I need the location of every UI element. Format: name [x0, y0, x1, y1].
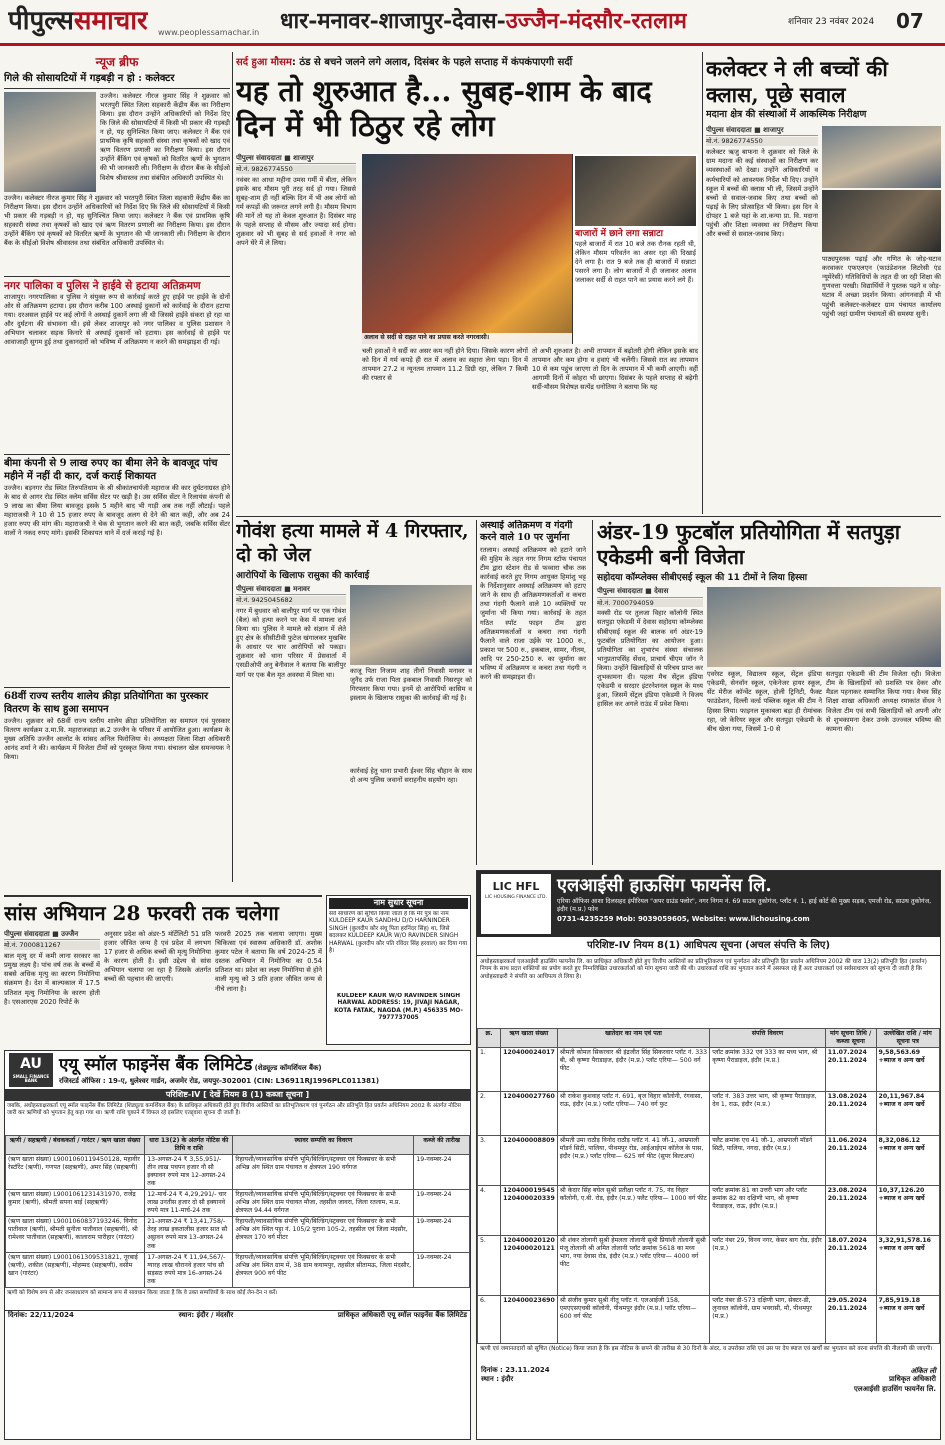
- lic-office: एरिया ऑफिस आशा दिलसहद इंपीरियल "अपर ग्राउंड फ्लोर", नगर निगम नं. 69 साउथ तुकोगंज, प्लॉट नं. 1, हाई कोर्ट की मुख्य सड़क, एमजी रोड, साउथ तुकोगंज, इंदौर (म.प्र.) फोन: [557, 898, 932, 914]
- lic-cell: प्लॉट क्रमांक 332 एवं 333 का मध्य भाग, श्री कृष्णा पैराडाइज, इंदौर (म.प्र.): [710, 1047, 826, 1091]
- au-cell: (ऋण खाता संख्या) L9001060837193246, विनोद पातीवाल (ऋणी), श्रीमती सुनीता पातीवाल (सहऋणी), श्री रामेश्वर पातीवाल (सहऋणी), कालाराम पारीहार (गारंटर): [6, 1217, 145, 1252]
- au-place: स्थान: इंदौर / मंदसौर: [178, 1310, 234, 1319]
- lic-cell: प्लॉट नंबर डी-573 दक्षिणी भाग, सेक्टर-डी, लुनावत कॉलोनी, ग्राम भवरासी, मौ, पीथमपुर (म.प्र.): [710, 1295, 826, 1343]
- cold-mobile: मो.नं. 9826774550: [236, 165, 356, 174]
- lic-date-possession: 20.11.2024: [827, 1194, 867, 1202]
- brief-headline-3: बीमा कंपनी से 9 लाख रुपए का बीमा लेने के बावजूद पांच महीने में नहीं दी कार, दर्ज कराई शिकायत: [4, 454, 230, 484]
- lic-cell: [876, 1135, 939, 1185]
- collector-col-2: पाठ्यपुस्तक पढ़ाई और गणित के जोड़-घटाव करवाकर एफएलएन (फाउंडेशनल लिटरेसी एंड न्यूमेरेसी) गतिविधियों के तहत दी जा रही शिक्षा की गुणवत्ता परखी। विद्यार्थियों ने पुस्तक पढ़ने व जोड़-घटाव में अच्छा प्रदर्शन किया। आंगनवाड़ी में भी पहुंची कलेक्टर-कलेक्टर ग्राम पंचायत कार्यालय पहुंची जहां ग्रामीण पंचायतों की समस्या सुनी।: [822, 255, 941, 318]
- collector-subhead: मदाना क्षेत्र की संस्थाओं में आकस्मिक निरीक्षण: [706, 109, 867, 121]
- lic-amount-note: +ब्याज व अन्य खर्चे: [878, 1244, 925, 1252]
- lic-amount: 8,32,086.12: [878, 1136, 921, 1144]
- lic-logo-sub: LIC HOUSING FINANCE LTD.: [485, 894, 547, 900]
- lic-date-demand: 11.06.2024: [827, 1136, 867, 1144]
- lic-amount-note: +ब्याज व अन्य खर्चे: [878, 1056, 925, 1064]
- cow-headline: गोवंश हत्या मामले में 4 गिरफ्तार, दो को जेल: [236, 520, 469, 566]
- collector-place: शाजापुर: [763, 126, 784, 135]
- brief-tag: न्यूज ब्रीफ: [95, 55, 139, 69]
- bonfire-caption: अलाव से सर्दी से राहत पाने का प्रयास करते नगरवासी।: [362, 333, 572, 344]
- lic-date-possession: 20.11.2024: [827, 1144, 867, 1152]
- saans-mobile: मो.नं. 7000811267: [4, 941, 100, 950]
- table-row: [478, 1135, 940, 1185]
- lic-cell: [825, 1047, 876, 1091]
- market-caption: पहले बाजारों में रात 10 बजे तक रौनक रहती थी, लेकिन मौसम परिवर्तन का असर रहा की दिखाई देने लगा है। रात 9 बजे तक ही बाजारों में सन्नाटा पसरने लगा है। लोग बाजारों में ही जलाकर अलाव जलाकर सर्दी से राहत पाने का प्रयास करने लगे हैं।: [575, 239, 696, 285]
- lic-cell: [825, 1091, 876, 1135]
- saans-col-3: फरवरी 2025 तक चलाया जाएगा। मुख्य चिकित्सा एवं स्वास्थ्य अधिकारी डॉ. अशोक कुमार पटेल ने बताया कि वर्ष 2024-25 में दस्तक अभियान में निमोनिया का 0.54 प्रतिशत था। प्रदेश का लक्ष्य निमोनिया से होने वाली मृत्यु को 3 प्रति हजार जीवित जन्म से नीचे लाना है।: [215, 930, 322, 993]
- au-cell: (ऋण खाता संख्या) L9001061231431970, राजेंद्र कुमार (ऋणी), श्रीमती सपना बाई (सहऋणी): [6, 1190, 145, 1217]
- au-intro: जबकि, अधोहस्ताक्षरकर्ता एयू स्मॉल फाइनेंस बैंक लिमिटेड (शिड्यूल्ड कमर्शियल बैंक) के प्राधिकृत अधिकारी होते हुए वित्तीय आस्तियों का प्रतिभूतिकरण एवं पुनर्गठन और प्रतिभूति हित प्रवर्तन अधिनियम 2002 के अंतर्गत नोटिस जारी कर ऋणियों को भुगतान हेतु कहा गया था। ऋणी राशि चुकाने में विफल रहे इसलिए एतद्द्वारा सूचना दी जाती है।: [7, 1102, 461, 1117]
- name-change-address: KULDEEP KAUR W/O RAVINDER SINGH HARWAL ADDRESS: 19, JIVAJI NAGAR, KOTA FATAK, NAGDA (M.P.) 456335 MO- 7977737005: [334, 992, 463, 1022]
- edition-cities-a: धार-मनावर-शाजापुर-देवास-: [280, 8, 506, 34]
- lic-intro: अधोहस्ताक्षरकर्ता एलआईसी हाउसिंग फायनेंस लि. का प्राधिकृत अधिकारी होते हुए वित्तीय आस्तियों का प्रतिभूतिकरण एवं पुनर्गठन और प्रतिभूति हित प्रवर्तन अधिनियम 2002 की धारा 13(2) प्रतिभूति हित (प्रवर्तन) नियम के साथ प्रदत्त शक्तियों का प्रयोग करते हुए निम्नलिखित उधारकर्ताओं को मांग सूचना जारी की थी। उधारकर्ता राशि का भुगतान करने में असफल रहे हैं अतः उधारकर्ता एवं सर्वसाधारण को सूचना दी जाती है कि अधोहस्ताक्षरी ने संपत्ति का आधिपत्य ले लिया है।: [480, 958, 927, 980]
- cold-place: शाजापुर: [293, 153, 314, 162]
- lic-date-demand: 23.08.2024: [827, 1186, 867, 1194]
- cold-kicker: सर्द हुआ मौसम: [236, 57, 292, 68]
- lic-date-demand: 18.07.2024: [827, 1236, 867, 1244]
- lic-table: [477, 1028, 940, 1344]
- lic-cell: 120400020120 120400020121: [501, 1235, 558, 1295]
- lic-cell: [825, 1295, 876, 1343]
- lic-cell: 5.: [478, 1235, 501, 1295]
- lic-signed-sign: अंकित ली: [910, 1365, 936, 1375]
- lic-cell: श्री राकेश कुशवाह प्लॉट नं. 691, बृज विहार कॉलोनी, रंगवासा, राऊ, इंदौर (म.प्र.) प्लॉट एरिया— 740 वर्ग फुट: [557, 1091, 709, 1135]
- table-row: [478, 1185, 940, 1235]
- cow-subhead: आरोपियों के खिलाफ रासुका की कार्रवाई: [236, 570, 370, 581]
- table-row: [6, 1154, 470, 1189]
- lic-cell: 4.: [478, 1185, 501, 1235]
- au-bank-possession-notice: [4, 1050, 471, 1440]
- brief-story-1b: उज्जैन। कलेक्टर नीरज कुमार सिंह ने शुक्रवार को भरतपुरी स्थित जिला सहकारी केंद्रीय बैंक का निरीक्षण किया। इस दौरान उन्होंने अधिकारियों को निर्देश दिए कि जिले की सोसायटियों में किसी भी प्रकार की गड़बड़ी न हो, यह सुनिश्चित किया जाए। कलेक्टर ने बैंक एवं प्राथमिक कृषि सहकारी संस्था तथा कृषकों को खाद एवं ऋण वितरण प्रणाली का निरीक्षण किया। इस दौरान उन्होंने बैंकिंग एवं कृषकों को वितरित ऋणों के भुगतान की भी जानकारी ली। निरीक्षण के दौरान बैंक के सीईओ विशेष श्रीवास्तव तथा संबंधित अधिकारी उपस्थित थे।: [4, 193, 230, 248]
- saans-col-2: अनुसार प्रदेश को अंडर-5 मॉर्टेलिटी 51 प्रति हजार जीवित जन्म है एवं प्रदेश में लगभग 17 हजार से अधिक बच्चों की मृत्यु निमोनिया के कारण होती है। इसी उद्देश्य से सांस अभियान चलाया जा रहा है जिसके अंतर्गत बच्चों की पहचान की जाएगी।: [104, 930, 211, 984]
- lic-cell: [876, 1047, 939, 1091]
- saans-headline: सांस अभियान 28 फरवरी तक चलेगा: [4, 901, 279, 925]
- au-cell: (ऋण खाता संख्या) L9001060119450128, महावीर रेस्टॉरेंट (ऋणी), गणपत (सहऋणी), अमर सिंह (सहऋणी): [6, 1154, 145, 1189]
- cow-place: मनावर: [293, 584, 310, 593]
- u19-col-3: सतपुड़ा एकेडमी की टीम विजेता रही। विजेता टीम के खिलाड़ियों को प्रशस्ति पत्र देकर और मैडल पहनाकर सम्मानित किया गया। वैभव सिंह शिक्षा शाखा अधिकारी अध्यक्ष रमाकांत सेंधव ने विजेता टीम एवं सभी खिलाड़ियों को अपनी ओर से शुभकामना देकर उनके उज्ज्वल भविष्य की कामना की।: [826, 670, 941, 733]
- saans-place: उज्जैन: [61, 930, 79, 938]
- au-cell: 12-मार्च-24 ₹ 4,29,291/- चार लाख उनतीस हजार दो सौ इक्यानवे रुपये मात्र 11-मार्च-24 तक: [145, 1190, 233, 1217]
- cold-headline: यह तो शुरुआत है... सुबह-शाम के बाद दिन में भी ठिठुर रहे लोग: [236, 73, 652, 143]
- lic-amount-note: +ब्याज व अन्य खर्चे: [878, 1194, 925, 1202]
- u19-mobile: मो.नं. 7000794059: [597, 599, 703, 608]
- au-cell: रिहायशी/व्यावसायिक संपत्ति भूमि/बिल्डिंग/स्ट्रक्चर एवं फिक्सचर के सभी अभिन्न अंग स्थित ग्राम पंचायत व क्षेत्रफल 190 वर्गगज: [233, 1154, 414, 1189]
- lic-col-amount: उल्लेखित राशि / मांग सूचना पत्र: [876, 1028, 939, 1047]
- u19-football-story: अंडर-19 फुटबॉल प्रतियोगिता में सतपुड़ा एकेडमी बनी विजेता सहोदया कॉम्प्लेक्स सीबीएसई स्कूल की 11 टीमों ने लिया हिस्सा पीपुल्स संवाददाता ■ देवास मो.नं. 7000794059 मक्सी रोड पर तुलजा विहार कॉलोनी स्थित सतपुड़ा एकेडमी में देवास सहोदया कॉम्प्लेक्स सीबीएसई स्कूल की बालक वर्ग अंडर-19 फुटबॉल प्रतियोगिता का आयोजन हुआ। प्रतियोगिता का शुभारंभ संस्था संचालक भानुप्रतापसिंह सेंधव, प्राचार्य चीएम जॉन ने किया। उन्होंने खिलाड़ियों से परिचय प्राप्त कर शुभकामना दी। पहला मैच सेंट्रल इंडिया एकेडमी व सरदार इंटरनेशनल स्कूल के मध्य हुआ, जिसमें सेंट्रल इंडिया एकेडमी ने विजय हासिल कर अगले राउंड में प्रवेश किया। एवरेस्ट स्कूल, विद्यालय स्कूल, सेंट्रल इंडिया एकेडमी, सेनवॉन स्कूल, एकेनेजर हायर स्कूल, सेंट मेरीज कॉन्वेंट स्कूल, होली ट्रिनिटी, फैक्ट फाउंडेशन, दिल्ली वर्ल्ड पब्लिक स्कूल की टीम ने हिस्सा लिया। फाइनल मुकाबला बड़ा ही रोमांचक रहा, जो केरियर स्कूल और सतपुड़ा एकेडमी के बीच खेला गया, जिसमें 1-0 से सतपुड़ा एकेडमी की टीम विजेता रही। विजेता टीम के खिलाड़ियों को प्रशस्ति पत्र देकर और मैडल पहनाकर सम्मानित किया गया। वैभव सिंह शिक्षा शाखा अधिकारी अध्यक्ष रमाकांत सेंधव ने विजेता टीम एवं सभी खिलाड़ियों को अपनी ओर से शुभकामना देकर उनके उज्ज्वल भविष्य की कामना की।: [592, 520, 941, 865]
- encroach-body: रतलाम। अस्थाई अतिक्रमण को हटाने जाने की मुहिम के तहत नगर निगम स्टॉफ पंचायत टीम द्वारा स्टेशन रोड से फव्वारा चौक तक कार्रवाई करते हुए निगम आयुक्त हिमांशु भट्ट के निर्देशानुसार अस्थाई अतिक्रमण को हटाए जाने के साथ ही अतिक्रमणकर्ताओं व कचरा तथा गंदगी फैलाने वाले 10 व्यक्तियों पर जुर्माना भी किया गया। कार्रवाई के तहत गठित स्पॉट फाइन टीम द्वारा अतिक्रमणकर्ताओं व कचरा तथा गंदगी फैलाने वाले राजा उईके पर 1000 रु., प्रकाश पर 500 रु., इकबाल, सामर, नीतम, आदि पर 250-250 रु. का जुर्माना कर भविष्य में अतिक्रमण व कचरा तथा गंदगी न करने की समझाइश दी।: [480, 545, 586, 682]
- saans-byline: पीपुल्स संवाददाता: [4, 930, 50, 938]
- lic-cell: 120400008809: [501, 1135, 558, 1185]
- lic-cell: 3.: [478, 1135, 501, 1185]
- column-divider: [232, 52, 233, 882]
- lic-amount-note: +ब्याज व अन्य खर्चे: [878, 1304, 925, 1312]
- au-col-notice: धारा 13(2) के अंतर्गत नोटिस की तिथि व राशि: [145, 1135, 233, 1154]
- cold-weather-story: सर्द हुआ मौसम: ठंड से बचने जलने लगे अलाव, दिसंबर के पहले सप्ताह में कंपकंपाएगी सर्दी यह तो शुरुआत है... सुबह-शाम के बाद दिन में भी ठिठुर रहे लोग पीपुल्स संवाददाता ■ शाजापुर मो.नं. 9826774550 नवंबर का आधा महीना उमस गर्मी में बीता, लेकिन इसके बाद मौसम पूरी तरह सर्द हो गया। जिससे सुबह-शाम ही नहीं बल्कि दिन में भी अब लोगों को गर्म कपड़ों की जरूरत लगने लगी है। मौसम विभाग की मानें तो यह तो केवल शुरुआत है। दिसंबर माह के पहले सप्ताह से मौसम और ज्यादा सर्द होगा। शुक्रवार को भी सुबह से सर्द हवाओं ने नगर को अपने घेरे में ले लिया। अलाव से सर्दी से राहत पाने का प्रयास करते नगरवासी। बाजारों में छाने लगा सन्नाटा पहले बाजारों में रात 10 बजे तक रौनक रहती थी, लेकिन मौसम परिवर्तन का असर रहा की दिखाई देने लगा है। रात 9 बजे तक ही बाजारों में सन्नाटा पसरने लगा है। लोग बाजारों में ही जलाकर अलाव जलाकर सर्दी से राहत पाने का प्रयास करने लगे हैं। चली हवाओं ने सर्दी का असर कम नहीं होने दिया। जिसके कारण लोगों को दिन में गर्म कपड़े ही रात में अलाव का सहारा लेना पड़ा। दिन में तापमान 27.2 व न्यूनतम तापमान 11.2 डिग्री रहा, लेकिन 7 किमी की रफ्तार से तो अभी शुरुआत है। अभी तापमान में बढ़ोतरी होगी लेकिन इसके बाद तापमान और कम होगा व हवाएं भी चलेंगी। जिससे रात का तापमान 10 से कम पहुंच जाएगा तो दिन के तापमान में भी कमी आएगी। वहीं आगामी दिनों में कोहरा भी छाएगा। दिसंबर के पहले सप्ताह से बढ़ेगी सर्दी-मौसम विशेषज्ञ सत्येंद्र धनोतिया ने बताया कि यह: [236, 56, 698, 516]
- lic-col-property: संपत्ति विवरण: [710, 1028, 826, 1047]
- lic-cell: 120400023690: [501, 1295, 558, 1343]
- au-cell: 21-अगस्त-24 ₹ 13,41,758/- तेरह लाख इकतालीस हजार सात सौ अट्ठावन रुपये मात्र 13-अगस्त-24 तक: [145, 1217, 233, 1252]
- au-subtitle: (शेड्यूल्ड कॉमर्शियल बैंक): [254, 1063, 322, 1072]
- collector-byline: पीपुल्स संवाददाता: [706, 126, 752, 135]
- lic-date: दिनांक : 23.11.2024: [481, 1365, 550, 1374]
- brief-story-2: शाजापुर। नगरपालिका व पुलिस ने संयुक्त रूप से कार्रवाई करते हुए हाईवे पर हाईवे के दोनों ओर से अतिक्रमण हटाया। इस दौरान करीब 100 अस्थाई दुकानों को कार्रवाई के दौरान हटाया गया। दरअसल हाईवे पर कई लोगों ने अस्थाई दुकानें लगा ली थी जिससे हाईवे संकरा हो रहा था और दुर्घटना की संभावना थी। इसे लेकर शाजापुर को नगर पालिका व पुलिस प्रशासन ने अभियान चलाकर सड़क किनारे से अस्थाई दुकानों को हटाया। इस कार्रवाई से हाईवे पर आवाजाही सुगम हुई तथा दुकानदारों को भविष्य में अतिक्रमण न करने की समझाइश दी गई।: [4, 292, 230, 347]
- market-caption-head: बाजारों में छाने लगा सन्नाटा: [575, 228, 663, 239]
- lic-date-possession: 20.11.2024: [827, 1244, 867, 1252]
- au-col-borrower: ऋणी / सहऋणी / बंधककर्ता / गारंटर / ऋण खाता संख्या: [6, 1135, 145, 1154]
- au-cell: 19-नवम्बर-24: [414, 1252, 470, 1287]
- u19-place: देवास: [654, 587, 669, 596]
- table-row: [6, 1217, 470, 1252]
- newspaper-logo: [8, 4, 148, 39]
- u19-subhead: सहोदया कॉम्प्लेक्स सीबीएसई स्कूल की 11 टीमों ने लिया हिस्सा: [597, 573, 808, 583]
- name-change-title: नाम सुधार सूचना: [329, 898, 468, 909]
- au-cell: रिहायशी/व्यावसायिक संपत्ति भूमि/बिल्डिंग/स्ट्रक्चर एवं फिक्सचर के सभी अभिन्न अंग स्थित ग्राम में, 38 ग्राम कयामपुर, तहसील सीतामऊ, जिला मंदसौर, क्षेत्रफल 900 वर्ग फीट: [233, 1252, 414, 1287]
- lic-amount: 20,11,967.84: [878, 1092, 925, 1100]
- brief-story-4: उज्जैन। शुक्रवार को 68वीं राज्य स्तरीय शालेय क्रीड़ा प्रतियोगिता का समापन एवं पुरस्कार वितरण कार्यक्रम उ.मा.वि. महाराजवाड़ा क्र.2 उज्जैन के परिसर में आयोजित हुआ। कार्यक्रम के मुख्य अतिथि उज्जैन आलोट के सांसद अनिल फिरोजिया थे। अध्यक्षता जिला शिक्षा अधिकारी आनंद शर्मा ने की। कार्यक्रम में विजेता टीमों को पुरस्कृत किया गया। संचालन खेल समन्वयक ने किया।: [4, 716, 230, 762]
- au-col-property: स्थावर सम्पत्ति का विवरण: [233, 1135, 414, 1154]
- collector-mobile: मो.नं. 9826774550: [706, 137, 818, 146]
- au-logo-sub: SMALL FINANCE BANK: [12, 1074, 50, 1083]
- lic-hfl-logo: [481, 874, 551, 934]
- lic-amount: 3,32,91,578.16: [878, 1236, 931, 1244]
- column-divider: [702, 52, 703, 514]
- encroach-headline: अस्थाई अतिक्रमण व गंदगी करने वाले 10 पर जुर्माना: [480, 520, 573, 543]
- cow-mobile: मो.नं. 9425045682: [236, 596, 346, 605]
- lic-cell: [876, 1235, 939, 1295]
- u19-byline: पीपुल्स संवाददाता: [597, 587, 643, 596]
- lic-cell: 120400019545 120400020339: [501, 1185, 558, 1235]
- lic-signed-company: एलआईसी हाउसिंग फायनेंस लि.: [853, 1384, 936, 1393]
- lic-signed-title: प्राधिकृत अधिकारी: [888, 1375, 936, 1384]
- lic-cell: [825, 1185, 876, 1235]
- lic-cell: 6.: [478, 1295, 501, 1343]
- collector-class-story: कलेक्टर ने ली बच्चों की क्लास, पूछे सवाल मदाना क्षेत्र की संस्थाओं में आकस्मिक निरीक्षण पीपुल्स संवाददाता ■ शाजापुर मो.नं. 9826774550 कलेक्टर ऋजु बाफना ने शुक्रवार को जिले के ग्राम मदाना की कई संस्थाओं का निरीक्षण कर व्यवस्थाओं को देखा। उन्होंने अधिकारियों व कर्मचारियों को आवश्यक निर्देश भी दिए। उन्होंने स्कूल में बच्चों की क्लास भी ली, जिसमें उन्होंने बच्चों से सवाल-जवाब किए तथा बच्चों को पढ़ाई के लिए प्रोत्साहित भी किया। इस दिन वे दोपहर 1 बजे यहां के शा.कन्या प्रा. वि. मदाना पहुंची और शिक्षा व्यवस्था का निरीक्षण किया और बच्चों से सवाल-जवाब किए। पाठ्यपुस्तक पढ़ाई और गणित के जोड़-घटाव करवाकर एफएलएन (फाउंडेशनल लिटरेसी एंड न्यूमेरेसी) गतिविधियों के तहत दी जा रही शिक्षा की गुणवत्ता परखी। विद्यार्थियों ने पुस्तक पढ़ने व जोड़-घटाव में अच्छा प्रदर्शन किया। आंगनवाड़ी में भी पहुंची कलेक्टर-कलेक्टर ग्राम पंचायत कार्यालय पहुंची जहां ग्रामीण पंचायतों की समस्या सुनी।: [706, 56, 941, 514]
- lic-cell: प्लॉट नंबर 29, विनय नगर, केसर बाग रोड, इंदौर (म.प्र.): [710, 1235, 826, 1295]
- lic-cell: श्रीमती उमा राठौड़ विनोद राठौड़ प्लॉट नं. 41 जी-1, आम्रपाली मॉडर्न सिटी, पालिया, पीथमपुर रोड, आईआईएम कॉलेज के पास, इंदौर (म.प्र.) प्लॉट एरिया— 625 वर्ग फीट (सुपर बिल्टअप): [557, 1135, 709, 1185]
- lic-amount: 9,58,563.69: [878, 1048, 921, 1056]
- lic-cell: प्लॉट नं. 383 उत्तर भाग, श्री कृष्णा पैराडाइज, देव 1, राऊ, इंदौर (म.प्र.): [710, 1091, 826, 1135]
- bonfire-photo: [362, 154, 698, 344]
- horizontal-rule: [236, 516, 941, 517]
- saans-campaign-story: सांस अभियान 28 फरवरी तक चलेगा पीपुल्स संवाददाता ■ उज्जैन मो.नं. 7000811267 बाल मृत्यु दर में कमी लाना सरकार का प्रमुख लक्ष्य है। पांच वर्ष तक के बच्चों में सबसे अधिक मृत्यु का कारण निमोनिया संक्रमण है। देश में बाल्यकाल में 17.5 प्रतिशत मृत्यु निमोनिया के कारण होती है। एसआरएस 2020 रिपोर्ट के अनुसार प्रदेश को अंडर-5 मॉर्टेलिटी 51 प्रति हजार जीवित जन्म है एवं प्रदेश में लगभग 17 हजार से अधिक बच्चों की मृत्यु निमोनिया के कारण होती है। इसी उद्देश्य से सांस अभियान चलाया जा रहा है जिसके अंतर्गत बच्चों की पहचान की जाएगी। फरवरी 2025 तक चलाया जाएगा। मुख्य चिकित्सा एवं स्वास्थ्य अधिकारी डॉ. अशोक कुमार पटेल ने बताया कि वर्ष 2024-25 में दस्तक अभियान में निमोनिया का 0.54 प्रतिशत था। प्रदेश का लक्ष्य निमोनिया से होने वाली मृत्यु को 3 प्रति हजार जीवित जन्म से नीचे लाना है।: [4, 895, 322, 1045]
- table-row: [478, 1091, 940, 1135]
- lic-cell: 1.: [478, 1047, 501, 1091]
- table-row: [478, 1047, 940, 1091]
- lic-col-dates: मांग सूचना तिथि / कब्जा सूचना: [825, 1028, 876, 1047]
- brief-headline-2: नगर पालिका व पुलिस ने हाईवे से हटाया अतिक्रमण: [4, 276, 230, 293]
- au-cell: 19-नवम्बर-24: [414, 1190, 470, 1217]
- au-cell: (ऋण खाता संख्या) L9001061309531821, नूरबाई (ऋणी), शकील (सहऋणी), मोहम्मद (सहऋणी), वसीम खान (गारंटर): [6, 1252, 145, 1287]
- lic-cell: [876, 1185, 939, 1235]
- lic-date-possession: 20.11.2024: [827, 1056, 867, 1064]
- lic-cell: [825, 1235, 876, 1295]
- au-date: दिनांक: 22/11/2024: [8, 1310, 74, 1319]
- football-team-photo: [707, 587, 941, 667]
- masthead: [0, 0, 945, 46]
- lic-date-possession: 20.11.2024: [827, 1304, 867, 1312]
- lic-footer-note: ऋणी एवं जमानतदारों को सूचित (Notice) किया जाता है कि इस नोटिस के छपने की तारीख से 30 दिनों के अंदर, व उपरोक्त राशि एवं उस पर देय ब्याज एवं खर्चों का भुगतान करे वरना संपत्ति की नीलामी की जाएगी।: [480, 1345, 933, 1352]
- collector-photo-1: [822, 126, 941, 188]
- collector-bank-photo: [4, 92, 96, 192]
- au-cell: रिहायशी/व्यावसायिक संपत्ति भूमि/बिल्डिंग/स्ट्रक्चर एवं फिक्सचर के सभी अभिन्न अंग स्थित पट्टा नं. 105/2 पुराना 105-2, तहसील एवं जिला मंदसौर, क्षेत्रफल 170 वर्ग मीटर: [233, 1217, 414, 1252]
- cow-slaughter-story: गोवंश हत्या मामले में 4 गिरफ्तार, दो को जेल आरोपियों के खिलाफ रासुका की कार्रवाई पीपुल्स संवाददाता ■ मनावर मो.नं. 9425045682 नगर में बुधवार को बालीपुर मार्ग पर एक गोवंश (बैल) को हत्या करने पर केस में मामला दर्ज किया था। पुलिस ने मामले को संज्ञान में लेते हुए क्षेत्र के सीसीटीवी फुटेज खंगालकर मुखबिर के आधार पर चार आरोपियों को पकड़ा। शुक्रवार को थाना परिसर में प्रेसवार्ता में एसडीओपी अनु बेनीवाल ने बताया कि बालीपुर मार्ग पर एक बैल मृत अवस्था में मिला था। काजू पिता निजाम शाह तीनों निवासी मनावर व जुनैद उर्फ राजा पिता इकबाल निवासी निसरपुर को गिरफ्तार किया गया। इनमें दो आरोपियों कासिम व इस्लाम के खिलाफ रासुका की कार्रवाई की गई है। कार्रवाई हेतु थाना प्रभारी ईश्वर सिंह चौहान के साथ दो अन्य पुलिस जवानों सराहनीय सहयोग रहा।: [236, 520, 472, 865]
- au-logo-text: AU: [20, 1056, 42, 1072]
- au-signed: प्राधिकृत अधिकारी एयू स्मॉल फाइनेंस बैंक लिमिटेड: [337, 1310, 467, 1319]
- website-url[interactable]: www.peoplessamachar.in: [158, 28, 260, 37]
- u19-col-2: एवरेस्ट स्कूल, विद्यालय स्कूल, सेंट्रल इंडिया एकेडमी, सेनवॉन स्कूल, एकेनेजर हायर स्कूल, सेंट मेरीज कॉन्वेंट स्कूल, होली ट्रिनिटी, फैक्ट फाउंडेशन, दिल्ली वर्ल्ड पब्लिक स्कूल की टीम ने हिस्सा लिया। फाइनल मुकाबला बड़ा ही रोमांचक रहा, जो केरियर स्कूल और सतपुड़ा एकेडमी के बीच खेला गया, जिसमें 1-0 से: [707, 670, 822, 733]
- lic-cell: [825, 1135, 876, 1185]
- cow-byline: पीपुल्स संवाददाता: [236, 584, 282, 593]
- cold-col-1: नवंबर का आधा महीना उमस गर्मी में बीता, लेकिन इसके बाद मौसम पूरी तरह सर्द हो गया। जिससे सुबह-शाम ही नहीं बल्कि दिन में भी अब लोगों को गर्म कपड़ों की जरूरत लगने लगी है। मौसम विभाग की मानें तो यह तो केवल शुरुआत है। दिसंबर माह के पहले सप्ताह से मौसम और ज्यादा सर्द होगा। शुक्रवार को भी सुबह से सर्द हवाओं ने नगर को अपने घेरे में ले लिया।: [236, 175, 356, 248]
- page-number: 07: [896, 9, 924, 33]
- lic-cell: श्री केदार सिंह बघेल सुश्री प्रतीक्षा प्लॉट नं. 75, नंद विहार कॉलोनी, ए.बी. रोड, इंदौर (म.प्र.) फ्लैट एरिया— 1000 वर्ग फीट: [557, 1185, 709, 1235]
- lic-amount-note: +ब्याज व अन्य खर्चे: [878, 1100, 925, 1108]
- u19-col-1: मक्सी रोड पर तुलजा विहार कॉलोनी स्थित सतपुड़ा एकेडमी में देवास सहोदया कॉम्प्लेक्स सीबीएसई स्कूल की बालक वर्ग अंडर-19 फुटबॉल प्रतियोगिता का आयोजन हुआ। प्रतियोगिता का शुभारंभ संस्था संचालक भानुप्रतापसिंह सेंधव, प्राचार्य चीएम जॉन ने किया। उन्होंने खिलाड़ियों से परिचय प्राप्त कर शुभकामना दी। पहला मैच सेंट्रल इंडिया एकेडमी व सरदार इंटरनेशनल स्कूल के मध्य हुआ, जिसमें सेंट्रल इंडिया एकेडमी ने विजय हासिल कर अगले राउंड में प्रवेश किया।: [597, 609, 703, 709]
- table-row: [478, 1295, 940, 1343]
- lic-cell: [876, 1091, 939, 1135]
- table-row: [6, 1252, 470, 1287]
- issue-date: शनिवार 23 नवंबर 2024: [788, 17, 875, 27]
- au-bank-logo: [9, 1053, 53, 1087]
- lic-date-possession: 20.11.2024: [827, 1100, 867, 1108]
- encroachment-fine-story: [476, 520, 586, 865]
- lic-cell: 120400027760: [501, 1091, 558, 1135]
- news-brief-column: [4, 50, 230, 930]
- lic-cell: फ्लैट क्रमांक एच 41 जी-1, आम्रपाली मॉडर्न सिटी, पालिया, नगदा, इंदौर (म.प्र.): [710, 1135, 826, 1185]
- lic-amount-note: +ब्याज व अन्य खर्चे: [878, 1144, 925, 1152]
- au-col-date: कब्जे की तारीख: [414, 1135, 470, 1154]
- name-change-body: सर्व साधारण को सूचित किया जाता है कि मेरे पुत्र का नाम KULDEEP KAUR SANDHU D/O HARNINDER SINGH (कुलदीप कौर संधू पिता हरनिंदर सिंह) था, जिसे बदलकर KULDEEP KAUR W/O RAVINDER SINGH HARWAL (कुलदीप कौर पति रविंदर सिंह हरवाल) कर दिया गया है।: [329, 910, 468, 955]
- cow-caption: काजू पिता निजाम शाह तीनों निवासी मनावर व जुनैद उर्फ राजा पिता इकबाल निवासी निसरपुर को गिरफ्तार किया गया। इनमें दो आरोपियों कासिम व इस्लाम के खिलाफ रासुका की कार्रवाई की गई है।: [350, 666, 472, 702]
- au-title: एयू स्मॉल फाइनेंस बैंक लिमिटेड: [59, 1054, 253, 1075]
- lic-col-name: खातेदार का नाम एवं पता: [557, 1028, 709, 1047]
- arrested-accused-photo: [350, 585, 472, 665]
- cow-col-1: नगर में बुधवार को बालीपुर मार्ग पर एक गोवंश (बैल) को हत्या करने पर केस में मामला दर्ज किया था। पुलिस ने मामले को संज्ञान में लेते हुए क्षेत्र के सीसीटीवी फुटेज खंगालकर मुखबिर के आधार पर चार आरोपियों को पकड़ा। शुक्रवार को थाना परिसर में प्रेसवार्ता में एसडीओपी अनु बेनीवाल ने बताया कि बालीपुर मार्ग पर एक बैल मृत अवस्था में मिला था।: [236, 606, 346, 679]
- lic-cell: [876, 1295, 939, 1343]
- edition-cities: [280, 7, 687, 37]
- market-photo: [575, 156, 696, 226]
- collector-headline: कलेक्टर ने ली बच्चों की क्लास, पूछे सवाल: [706, 56, 888, 107]
- au-cell: 13-अगस्त-24 ₹ 3,55,951/- तीन लाख पचपन हजार नौ सौ इक्यावन रुपये मात्र 12-अगस्त-24 तक: [145, 1154, 233, 1189]
- cold-col-2: चली हवाओं ने सर्दी का असर कम नहीं होने दिया। जिसके कारण लोगों को दिन में गर्म कपड़े ही रात में अलाव का सहारा लेना पड़ा। दिन में तापमान 27.2 व न्यूनतम तापमान 11.2 डिग्री रहा, लेकिन 7 किमी की रफ्तार से: [362, 346, 528, 382]
- table-row: [6, 1190, 470, 1217]
- au-cell: 17-अगस्त-24 ₹ 11,94,567/- ग्यारह लाख चौरानवे हजार पांच सौ सड़सठ रुपये मात्र 16-अगस्त-24 तक: [145, 1252, 233, 1287]
- lic-col-sn: क्र.: [478, 1028, 501, 1047]
- logo-part-b: समाचार: [73, 6, 148, 36]
- table-row: [478, 1235, 940, 1295]
- lic-contact: 0731-4235259 Mob: 9039059605, Website: www.lichousing.com: [557, 914, 810, 923]
- lic-cell: श्रीमती कोमल सिकरवार श्री इंद्रजीत सिंह सिकरवार प्लॉट नं. 333 बी, श्री कृष्णा पैराडाइज, इंदौर (म.प्र.) प्लॉट एरिया— 500 वर्ग फीट: [557, 1047, 709, 1091]
- cold-col-3: तो अभी शुरुआत है। अभी तापमान में बढ़ोतरी होगी लेकिन इसके बाद तापमान और कम होगा व हवाएं भी चलेंगी। जिससे रात का तापमान 10 से कम पहुंच जाएगा तो दिन के तापमान में भी कमी आएगी। वहीं आगामी दिनों में कोहरा भी छाएगा। दिसंबर के पहले सप्ताह से बढ़ेगी सर्दी-मौसम विशेषज्ञ सत्येंद्र धनोतिया ने बताया कि यह: [532, 346, 698, 391]
- brief-story-1a: उज्जैन। कलेक्टर नीरज कुमार सिंह ने शुक्रवार को भरतपुरी स्थित जिला सहकारी केंद्रीय बैंक का निरीक्षण किया। इस दौरान उन्होंने अधिकारियों को निर्देश दिए कि जिले की सोसायटियों में किसी भी प्रकार की गड़बड़ी न हो, यह सुनिश्चित किया जाए। कलेक्टर ने बैंक एवं प्राथमिक कृषि सहकारी संस्था तथा कृषकों को खाद एवं ऋण वितरण प्रणाली का निरीक्षण किया। इस दौरान उन्होंने बैंकिंग एवं कृषकों को वितरित ऋणों के भुगतान की भी जानकारी ली। निरीक्षण के दौरान बैंक के सीईओ विशेष श्रीवास्तव तथा संबंधित अधिकारी उपस्थित थे।: [100, 91, 230, 182]
- brief-story-3: उज्जैन। बड़नगर रोड स्थित तिरुपतिधाम के श्री श्रीकांतचार्यजी महाराज की कार दुर्घटनाग्रस्त होने के बाद से आगर रोड स्थित क्लेम सर्विस सेंटर पर खड़ी है। उस सर्विस सेंटर ने रिलायंस कंपनी से 9 लाख का बीमा लिया बावजूद इसके 5 महीने बाद भी गाड़ी अब तक नहीं लौटाई। पहले महाराजश्री ने 10 से 15 हजार रुपए के बावजूद अलग से देने की बात कही, और अब 24 हजार रुपए की मांग की। महाराजश्री ने चेक से भुगतान करने की बात कही, जबकि सर्विस सेंटर वालों ने नकद रुपए मांगे। इसकी शिकायत थाने में दर्ज कराई गई है।: [4, 483, 230, 538]
- lic-cell: श्री संजीव कुमार सुश्री नीतू प्लॉट नं. एलआईजी 158, एमएएसएचबी कॉलोनी, पीथमपुर इंदौर (म.प्र.) प्लॉट एरिया— 600 वर्ग फीट: [557, 1295, 709, 1343]
- lic-cell: 120400024017: [501, 1047, 558, 1091]
- lic-cell: प्लॉट क्रमांक 81 का उत्तरी भाग और प्लॉट क्रमांक 82 का दक्षिणी भाग, श्री कृष्णा पैराडाइज, राऊ, इंदौर (म.प्र.): [710, 1185, 826, 1235]
- collector-photo-2: [822, 190, 941, 252]
- brief-headline-4: 68वीं राज्य स्तरीय शालेय क्रीड़ा प्रतियोगिता का पुरस्कार वितरण के साथ हुआ समापन: [4, 687, 230, 717]
- logo-part-a: पीपुल्स: [8, 6, 74, 36]
- lic-title: एलआईसी हाऊसिंग फायनेंस लि.: [557, 875, 772, 896]
- name-change-notice: [326, 895, 471, 1045]
- au-footer-note: ऋणी को विशेष रूप से और जनसाधारण को सामान्य रूप से सावधान किया जाता है कि वे उक्त सम्पत्तियों के साथ कोई लेन-देन न करें।: [7, 1289, 278, 1296]
- lic-amount: 10,37,126.20: [878, 1186, 925, 1194]
- au-notice-title: परिशिष्ट-IV [ देखें नियम 8 (1) कब्जा सूचना ]: [5, 1090, 470, 1101]
- au-cell: 19-नवम्बर-24: [414, 1217, 470, 1252]
- saans-col-1: बाल मृत्यु दर में कमी लाना सरकार का प्रमुख लक्ष्य है। पांच वर्ष तक के बच्चों में सबसे अधिक मृत्यु का कारण निमोनिया संक्रमण है। देश में बाल्यकाल में 17.5 प्रतिशत मृत्यु निमोनिया के कारण होती है। एसआरएस 2020 रिपोर्ट के: [4, 952, 100, 1006]
- cow-col-2: कार्रवाई हेतु थाना प्रभारी ईश्वर सिंह चौहान के साथ दो अन्य पुलिस जवानों सराहनीय सहयोग रहा।: [350, 766, 472, 784]
- lic-date-demand: 29.05.2024: [827, 1296, 867, 1304]
- lic-cell: 2.: [478, 1091, 501, 1135]
- au-cell: 19-नवम्बर-24: [414, 1154, 470, 1189]
- brief-headline-1: गिले की सोसायटियों में गड़बड़ी न हो : कलेक्टर: [4, 72, 230, 89]
- au-office: रजिस्टर्ड ऑफिस : 19-ए, धुलेश्वर गार्डन, अजमेर रोड, जयपुर-302001 (CIN: L36911RJ1996PLC011381): [59, 1076, 380, 1085]
- cold-byline: पीपुल्स संवाददाता: [236, 153, 282, 162]
- u19-headline: अंडर-19 फुटबॉल प्रतियोगिता में सतपुड़ा एकेडमी बनी विजेता: [597, 520, 901, 569]
- lic-place: स्थान : इंदौर: [481, 1375, 514, 1384]
- edition-cities-b: उज्जैन-मंदसौर-रतलाम: [505, 8, 687, 34]
- lic-cell: श्री शंकर तोलानी सुश्री हेमलता तोलानी सुश्री प्रियांशी तोलानी सुश्री मंजू तोलानी श्री अमित तोलानी प्लॉट क्रमांक 5618 का मध्य भाग, नया देवास रोड, इंदौर (म.प्र.) प्लॉट एरिया— 4000 वर्ग फीट: [557, 1235, 709, 1295]
- lic-date-demand: 11.07.2024: [827, 1048, 867, 1056]
- lic-amount: 7,85,919.18: [878, 1296, 921, 1304]
- collector-col-1: कलेक्टर ऋजु बाफना ने शुक्रवार को जिले के ग्राम मदाना की कई संस्थाओं का निरीक्षण कर व्यवस्थाओं को देखा। उन्होंने अधिकारियों व कर्मचारियों को आवश्यक निर्देश भी दिए। उन्होंने स्कूल में बच्चों की क्लास भी ली, जिसमें उन्होंने बच्चों से सवाल-जवाब किए तथा बच्चों को पढ़ाई के लिए प्रोत्साहित भी किया। इस दिन वे दोपहर 1 बजे यहां के शा.कन्या प्रा. वि. मदाना पहुंची और शिक्षा व्यवस्था का निरीक्षण किया और बच्चों से सवाल-जवाब किए।: [706, 148, 818, 239]
- lic-date-demand: 13.08.2024: [827, 1092, 867, 1100]
- au-table: [5, 1135, 470, 1288]
- lic-hfl-possession-notice: [476, 870, 941, 1440]
- au-cell: रिहायशी/व्यावसायिक संपत्ति भूमि/बिल्डिंग/स्ट्रक्चर एवं फिक्सचर के सभी अभिन्न अंग स्थित ग्राम पंचायत मौजा, तहसील जावरा, जिला रतलाम, म.प्र. क्षेत्रफल 94.44 वर्गगज: [233, 1190, 414, 1217]
- cold-kicker-rest: : ठंड से बचने जलने लगे अलाव, दिसंबर के पहले सप्ताह में कंपकंपाएगी सर्दी: [291, 57, 573, 68]
- lic-col-account: ऋण खाता संख्या: [501, 1028, 558, 1047]
- lic-logo-text: LIC HFL: [492, 880, 540, 893]
- lic-notice-title: परिशिष्ट-IV नियम 8(1) आधिपत्य सूचना (अचल संपत्ति के लिए): [477, 937, 940, 956]
